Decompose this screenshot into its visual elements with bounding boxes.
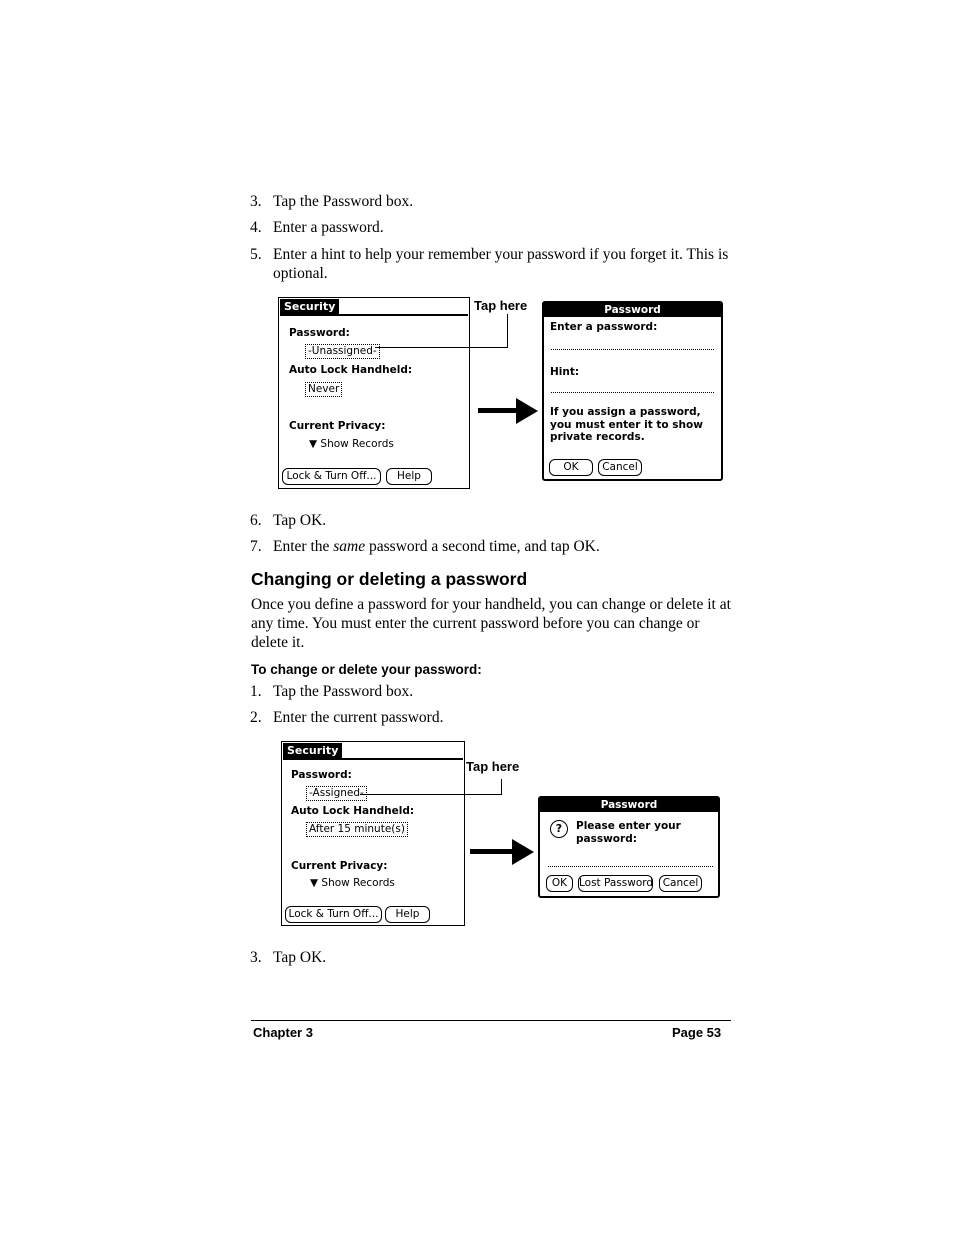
password-box[interactable]: -Assigned-	[306, 786, 367, 801]
password-label: Password:	[291, 769, 352, 781]
section-heading: Changing or deleting a password	[251, 569, 528, 589]
arrow-shaft	[478, 408, 518, 413]
password-box[interactable]: -Unassigned-	[305, 344, 380, 359]
step-number: 7.	[250, 538, 262, 555]
password-input[interactable]	[548, 866, 713, 867]
right-arrow-icon	[512, 839, 534, 865]
step-text: Enter the current password.	[273, 709, 444, 726]
title-rule	[280, 314, 468, 316]
private-records-note: If you assign a password, you must enter it to show private records.	[550, 406, 703, 443]
hint-input[interactable]	[551, 392, 714, 393]
password-dialog	[538, 796, 720, 898]
title-rule	[283, 758, 463, 760]
screen-title: Security	[283, 743, 342, 758]
dropdown-arrow-icon: ▼	[309, 438, 318, 450]
step-number: 4.	[250, 219, 262, 236]
callout-line-horizontal	[360, 794, 501, 795]
step-text: Tap OK.	[273, 512, 327, 529]
cancel-button[interactable]: Cancel	[659, 875, 702, 892]
privacy-value: Show Records	[320, 438, 394, 450]
privacy-trigger[interactable]	[310, 877, 395, 889]
section-paragraph: Once you define a password for your handheld, you can change or delete it at any time. You must enter the current password before you can change or delete it.	[251, 596, 731, 651]
password-input[interactable]	[551, 349, 714, 350]
cancel-button[interactable]: Cancel	[598, 459, 642, 476]
callout-line-vertical	[507, 314, 508, 348]
step-text: Enter a hint to help your remember your password if you forget it. This is optional.	[273, 246, 729, 282]
footer-rule	[251, 1020, 731, 1021]
lost-password-button[interactable]: Lost Password	[578, 875, 653, 892]
step-number: 1.	[250, 683, 262, 700]
security-screen	[278, 297, 470, 489]
procedure-heading: To change or delete your password:	[251, 662, 482, 677]
step-text	[273, 537, 733, 556]
step-number: 5.	[250, 246, 262, 263]
password-dialog	[542, 301, 723, 481]
current-privacy-label: Current Privacy:	[289, 420, 386, 432]
enter-password-prompt: Please enter your password:	[576, 820, 681, 845]
step-text: Tap the Password box.	[273, 683, 414, 700]
lock-turn-off-button[interactable]: Lock & Turn Off...	[282, 468, 381, 485]
screen-title: Security	[280, 299, 339, 314]
step-text: Tap OK.	[273, 949, 327, 966]
ok-button[interactable]: OK	[549, 459, 593, 476]
step-text: Enter a password.	[273, 219, 384, 236]
tap-here-callout: Tap here	[474, 298, 528, 313]
dropdown-arrow-icon: ▼	[310, 877, 319, 889]
help-button[interactable]: Help	[386, 468, 432, 485]
step-number: 2.	[250, 709, 262, 726]
step-text: Tap the Password box.	[273, 193, 414, 210]
password-label: Password:	[289, 327, 350, 339]
step-number: 3.	[250, 193, 262, 210]
step-number: 6.	[250, 512, 262, 529]
question-icon: ?	[550, 820, 568, 838]
current-privacy-label: Current Privacy:	[291, 860, 388, 872]
help-button[interactable]: Help	[385, 906, 430, 923]
callout-line-vertical	[501, 779, 502, 795]
security-screen	[281, 741, 465, 926]
privacy-trigger[interactable]	[309, 438, 394, 450]
lock-turn-off-button[interactable]: Lock & Turn Off...	[285, 906, 382, 923]
step-text-part: password a second time, and tap OK.	[365, 538, 600, 555]
tap-here-callout: Tap here	[466, 759, 520, 774]
hint-label: Hint:	[550, 366, 580, 378]
dialog-title: Password	[544, 303, 721, 317]
privacy-value: Show Records	[321, 877, 395, 889]
step-text-part: Enter the	[273, 538, 334, 555]
arrow-shaft	[470, 849, 514, 854]
auto-lock-label: Auto Lock Handheld:	[291, 805, 415, 817]
callout-line-horizontal	[375, 347, 507, 348]
step-text-emphasis: same	[333, 538, 366, 555]
step-number: 3.	[250, 949, 262, 966]
right-arrow-icon	[516, 398, 538, 424]
ok-button[interactable]: OK	[546, 875, 573, 892]
enter-password-label: Enter a password:	[550, 321, 658, 333]
footer-page-number: Page 53	[672, 1025, 722, 1040]
auto-lock-label: Auto Lock Handheld:	[289, 364, 413, 376]
dialog-title: Password	[540, 798, 718, 812]
footer-chapter: Chapter 3	[253, 1025, 313, 1040]
auto-lock-box[interactable]: After 15 minute(s)	[306, 822, 408, 837]
auto-lock-box[interactable]: Never	[305, 382, 342, 397]
